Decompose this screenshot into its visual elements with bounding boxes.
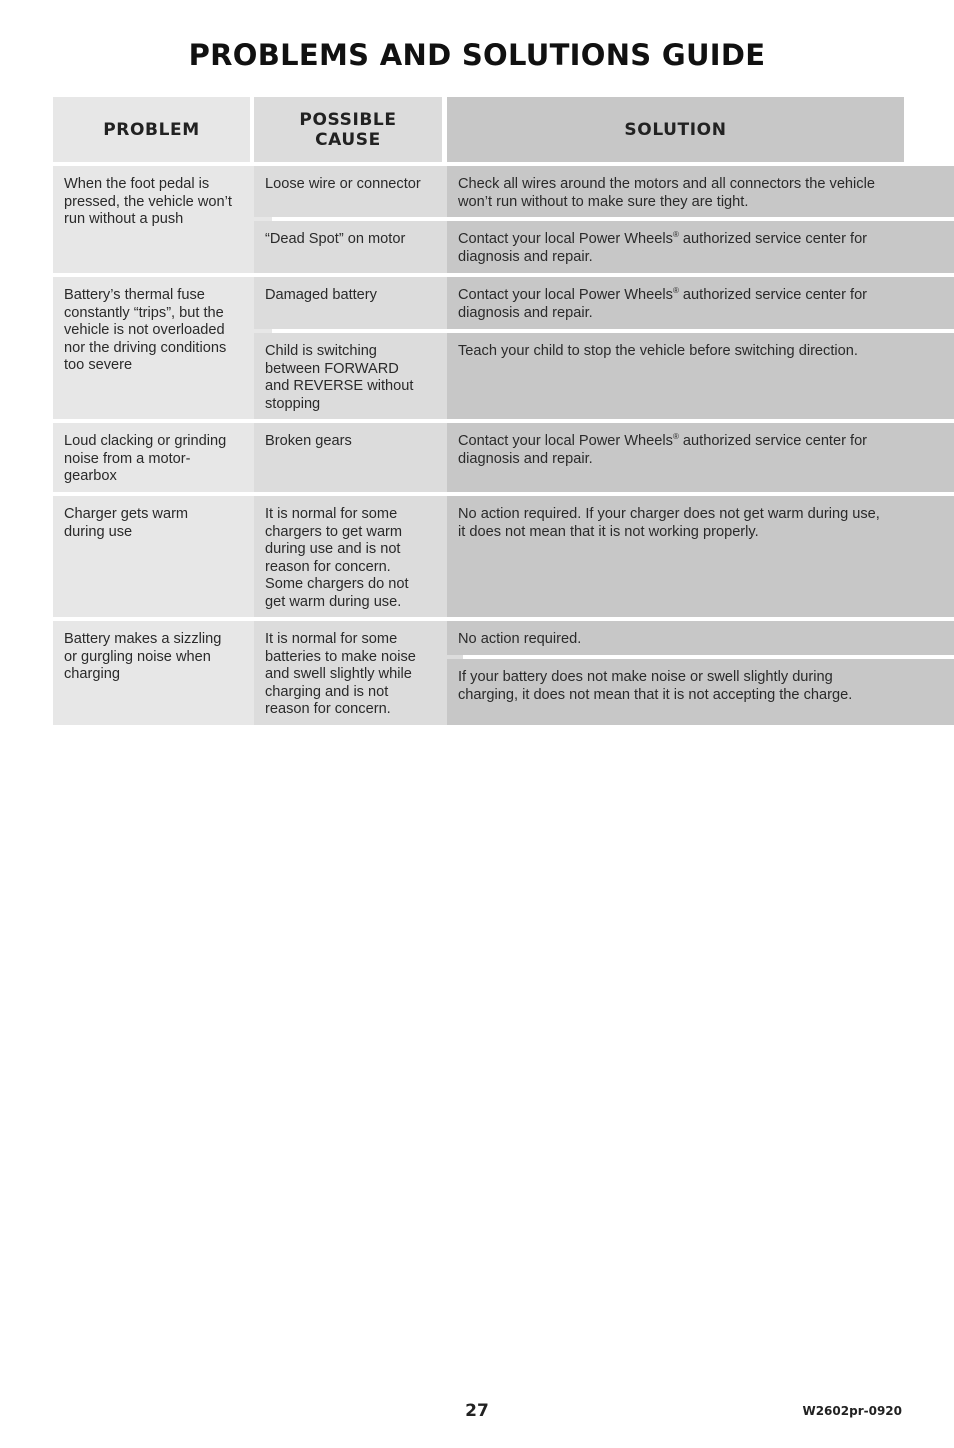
header-problem: PROBLEM xyxy=(53,97,250,162)
solution-cell: If your battery does not make noise or swell slightly during charging, it does not mean that it is not accepting the charge. xyxy=(447,659,954,725)
solution-cell: Contact your local Power Wheels® authorized service center for diagnosis and repair. xyxy=(447,277,954,329)
cause-cell: “Dead Spot” on motor xyxy=(254,221,463,273)
cause-cell: Loose wire or connector xyxy=(254,166,463,217)
solution-cell: Check all wires around the motors and all connectors the vehicle won’t run without to make sure they are tight. xyxy=(447,166,954,217)
page-number: 27 xyxy=(465,1401,489,1421)
solution-cell: No action required. xyxy=(447,621,954,655)
cause-cell: It is normal for some batteries to make noise and swell slightly while charging and is not reason for concern. xyxy=(254,621,463,725)
header-solution: SOLUTION xyxy=(447,97,904,162)
header-possible-cause: POSSIBLE CAUSE xyxy=(254,97,442,162)
problem-cell: Battery’s thermal fuse constantly “trips”, but the vehicle is not overloaded nor the driving conditions too severe xyxy=(53,277,272,419)
solution-cell: No action required. If your charger does not get warm during use, it does not mean that it is not working properly. xyxy=(447,496,954,617)
problem-cell: Battery makes a sizzling or gurgling noise when charging xyxy=(53,621,272,725)
cause-cell: Damaged battery xyxy=(254,277,463,329)
problem-cell: Loud clacking or grinding noise from a motor- gearbox xyxy=(53,423,272,492)
solution-cell: Contact your local Power Wheels® authorized service center for diagnosis and repair. xyxy=(447,221,954,273)
document-code: W2602pr-0920 xyxy=(802,1404,902,1418)
problem-cell: Charger gets warm during use xyxy=(53,496,272,617)
cause-cell: Broken gears xyxy=(254,423,463,492)
cause-cell: It is normal for some chargers to get warm during use and is not reason for concern. Some chargers do not get warm during use. xyxy=(254,496,463,617)
solution-cell: Teach your child to stop the vehicle before switching direction. xyxy=(447,333,954,419)
problem-cell: When the foot pedal is pressed, the vehicle won’t run without a push xyxy=(53,166,272,273)
page-title: PROBLEMS AND SOLUTIONS GUIDE xyxy=(188,38,766,72)
cause-cell: Child is switching between FORWARD and REVERSE without stopping xyxy=(254,333,463,419)
solution-cell: Contact your local Power Wheels® authorized service center for diagnosis and repair. xyxy=(447,423,954,492)
